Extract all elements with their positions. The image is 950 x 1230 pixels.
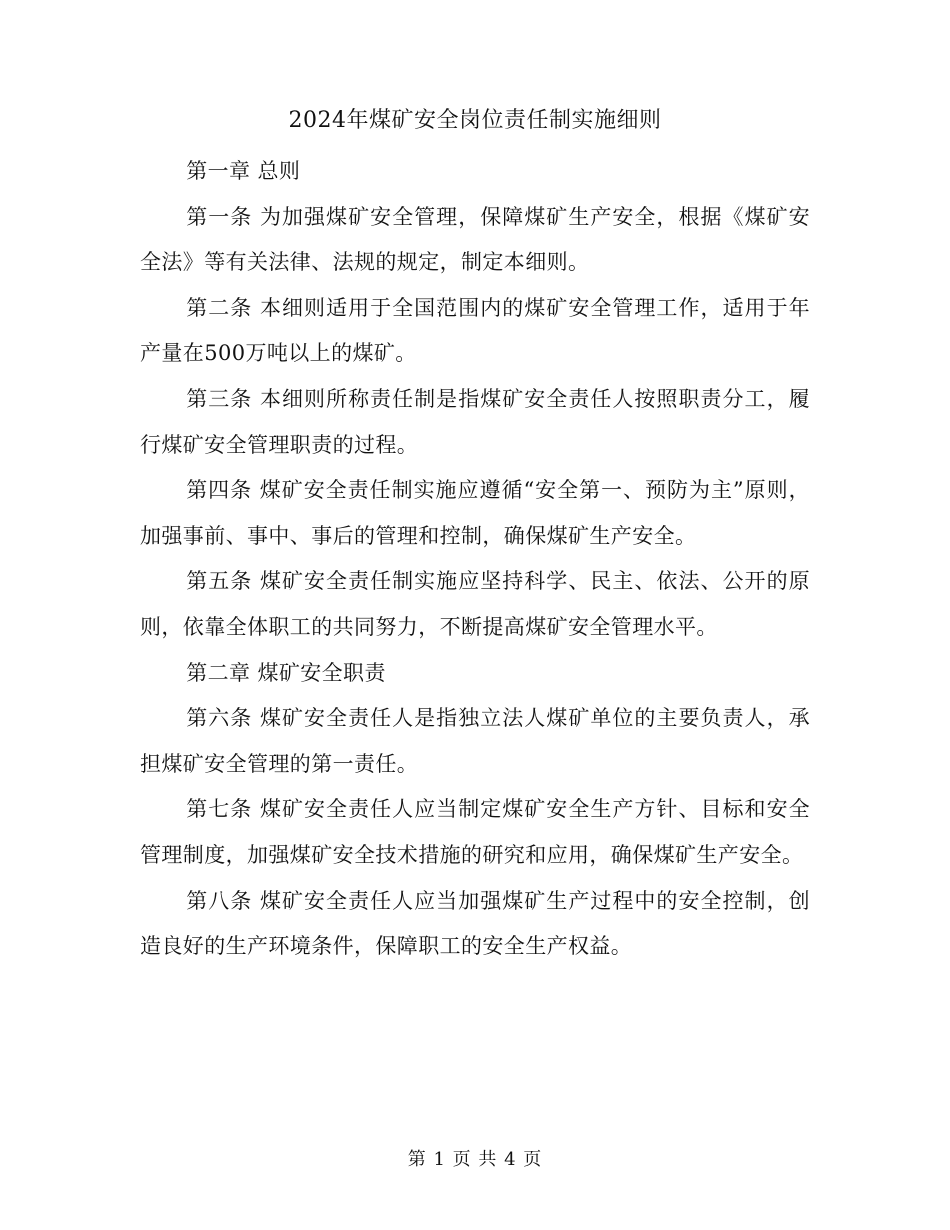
article-paragraph: 第四条 煤矿安全责任制实施应遵循“安全第一、预防为主”原则，加强事前、事中、事后的管理和控制，确保煤矿生产安全。 <box>140 478 810 548</box>
page-number-footer: 第 1 页 共 4 页 <box>407 1149 543 1170</box>
article-paragraph: 第八条 煤矿安全责任人应当加强煤矿生产过程中的安全控制，创造良好的生产环境条件，保障职工的安全生产权益。 <box>140 888 810 959</box>
article-paragraph: 第六条 煤矿安全责任人是指独立法人煤矿单位的主要负责人，承担煤矿安全管理的第一责任。 <box>140 706 810 776</box>
document-title: 2024年煤矿安全岗位责任制实施细则 <box>288 108 662 133</box>
article-paragraph: 第一条 为加强煤矿安全管理，保障煤矿生产安全，根据《煤矿安全法》等有关法律、法规的规定，制定本细则。 <box>140 204 810 275</box>
document-body <box>140 149 810 970</box>
chapter-heading: 第一章 总则 <box>186 159 301 183</box>
article-paragraph: 第七条 煤矿安全责任人应当制定煤矿安全生产方针、目标和安全管理制度，加强煤矿安全技术措施的研究和应用，确保煤矿生产安全。 <box>140 797 810 867</box>
chapter-heading: 第二章 煤矿安全职责 <box>186 660 386 685</box>
article-paragraph: 第三条 本细则所称责任制是指煤矿安全责任人按照职责分工，履行煤矿安全管理职责的过程。 <box>140 386 810 457</box>
article-paragraph: 第二条 本细则适用于全国范围内的煤矿安全管理工作，适用于年产量在500万吨以上的煤矿。 <box>140 295 810 366</box>
article-paragraph: 第五条 煤矿安全责任制实施应坚持科学、民主、依法、公开的原则，依靠全体职工的共同努力，不断提高煤矿安全管理水平。 <box>140 569 810 639</box>
